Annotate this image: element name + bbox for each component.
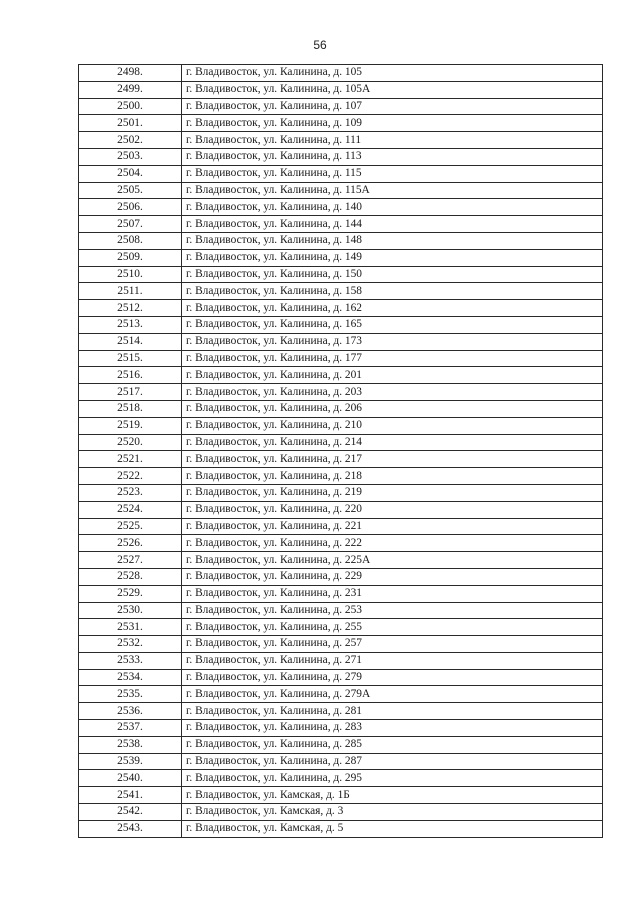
table-row — [79, 333, 603, 350]
row-number-cell: 2535. — [79, 686, 182, 703]
table-row — [79, 636, 603, 653]
table-row — [79, 417, 603, 434]
table-row — [79, 787, 603, 804]
table-row — [79, 367, 603, 384]
address-table-body — [79, 65, 603, 838]
row-number-cell: 2499. — [79, 81, 182, 98]
row-number-cell: 2498. — [79, 65, 182, 82]
row-number-cell: 2527. — [79, 552, 182, 569]
address-table — [78, 64, 603, 838]
address-cell: г. Владивосток, ул. Калинина, д. 257 — [182, 636, 603, 653]
address-cell: г. Владивосток, ул. Калинина, д. 162 — [182, 300, 603, 317]
table-row — [79, 518, 603, 535]
address-cell: г. Владивосток, ул. Калинина, д. 105А — [182, 81, 603, 98]
row-number-cell: 2510. — [79, 266, 182, 283]
address-cell: г. Владивосток, ул. Калинина, д. 218 — [182, 468, 603, 485]
address-cell: г. Владивосток, ул. Калинина, д. 115 — [182, 165, 603, 182]
table-row — [79, 568, 603, 585]
row-number-cell: 2501. — [79, 115, 182, 132]
table-row — [79, 300, 603, 317]
table-row — [79, 316, 603, 333]
row-number-cell: 2529. — [79, 585, 182, 602]
row-number-cell: 2541. — [79, 787, 182, 804]
row-number-cell: 2520. — [79, 434, 182, 451]
address-cell: г. Владивосток, ул. Калинина, д. 109 — [182, 115, 603, 132]
address-cell: г. Владивосток, ул. Калинина, д. 149 — [182, 249, 603, 266]
table-row — [79, 132, 603, 149]
address-cell: г. Владивосток, ул. Калинина, д. 148 — [182, 232, 603, 249]
address-cell: г. Владивосток, ул. Калинина, д. 158 — [182, 283, 603, 300]
address-cell: г. Владивосток, ул. Калинина, д. 113 — [182, 148, 603, 165]
table-row — [79, 484, 603, 501]
table-row — [79, 652, 603, 669]
row-number-cell: 2523. — [79, 484, 182, 501]
address-cell: г. Владивосток, ул. Калинина, д. 281 — [182, 703, 603, 720]
address-cell: г. Владивосток, ул. Калинина, д. 229 — [182, 568, 603, 585]
row-number-cell: 2534. — [79, 669, 182, 686]
table-row — [79, 501, 603, 518]
table-row — [79, 216, 603, 233]
row-number-cell: 2543. — [79, 820, 182, 837]
row-number-cell: 2530. — [79, 602, 182, 619]
table-row — [79, 720, 603, 737]
table-row — [79, 686, 603, 703]
address-cell: г. Владивосток, ул. Калинина, д. 206 — [182, 400, 603, 417]
row-number-cell: 2511. — [79, 283, 182, 300]
address-cell: г. Владивосток, ул. Калинина, д. 165 — [182, 316, 603, 333]
address-cell: г. Владивосток, ул. Калинина, д. 177 — [182, 350, 603, 367]
address-cell: г. Владивосток, ул. Калинина, д. 107 — [182, 98, 603, 115]
row-number-cell: 2526. — [79, 535, 182, 552]
row-number-cell: 2524. — [79, 501, 182, 518]
row-number-cell: 2514. — [79, 333, 182, 350]
table-row — [79, 199, 603, 216]
table-row — [79, 820, 603, 837]
row-number-cell: 2503. — [79, 148, 182, 165]
row-number-cell: 2528. — [79, 568, 182, 585]
table-row — [79, 65, 603, 82]
table-row — [79, 148, 603, 165]
table-row — [79, 283, 603, 300]
table-row — [79, 249, 603, 266]
address-cell: г. Владивосток, ул. Калинина, д. 279А — [182, 686, 603, 703]
table-row — [79, 552, 603, 569]
address-cell: г. Владивосток, ул. Камская, д. 1Б — [182, 787, 603, 804]
address-cell: г. Владивосток, ул. Калинина, д. 217 — [182, 451, 603, 468]
address-cell: г. Владивосток, ул. Калинина, д. 115А — [182, 182, 603, 199]
table-row — [79, 753, 603, 770]
address-cell: г. Владивосток, ул. Калинина, д. 111 — [182, 132, 603, 149]
row-number-cell: 2509. — [79, 249, 182, 266]
row-number-cell: 2525. — [79, 518, 182, 535]
address-cell: г. Владивосток, ул. Калинина, д. 295 — [182, 770, 603, 787]
row-number-cell: 2540. — [79, 770, 182, 787]
address-cell: г. Владивосток, ул. Калинина, д. 285 — [182, 736, 603, 753]
address-cell: г. Владивосток, ул. Калинина, д. 222 — [182, 535, 603, 552]
table-row — [79, 451, 603, 468]
address-cell: г. Владивосток, ул. Калинина, д. 214 — [182, 434, 603, 451]
address-cell: г. Владивосток, ул. Камская, д. 3 — [182, 804, 603, 821]
row-number-cell: 2507. — [79, 216, 182, 233]
row-number-cell: 2513. — [79, 316, 182, 333]
table-row — [79, 434, 603, 451]
address-cell: г. Владивосток, ул. Калинина, д. 203 — [182, 384, 603, 401]
address-cell: г. Владивосток, ул. Калинина, д. 283 — [182, 720, 603, 737]
address-cell: г. Владивосток, ул. Калинина, д. 279 — [182, 669, 603, 686]
address-cell: г. Владивосток, ул. Калинина, д. 210 — [182, 417, 603, 434]
row-number-cell: 2531. — [79, 619, 182, 636]
row-number-cell: 2536. — [79, 703, 182, 720]
address-cell: г. Владивосток, ул. Калинина, д. 144 — [182, 216, 603, 233]
table-row — [79, 350, 603, 367]
row-number-cell: 2502. — [79, 132, 182, 149]
address-cell: г. Владивосток, ул. Калинина, д. 201 — [182, 367, 603, 384]
table-row — [79, 384, 603, 401]
table-row — [79, 400, 603, 417]
address-cell: г. Владивосток, ул. Калинина, д. 150 — [182, 266, 603, 283]
table-row — [79, 182, 603, 199]
row-number-cell: 2522. — [79, 468, 182, 485]
row-number-cell: 2538. — [79, 736, 182, 753]
table-row — [79, 266, 603, 283]
address-cell: г. Владивосток, ул. Калинина, д. 231 — [182, 585, 603, 602]
address-cell: г. Владивосток, ул. Калинина, д. 225А — [182, 552, 603, 569]
row-number-cell: 2542. — [79, 804, 182, 821]
row-number-cell: 2508. — [79, 232, 182, 249]
row-number-cell: 2518. — [79, 400, 182, 417]
address-cell: г. Владивосток, ул. Калинина, д. 287 — [182, 753, 603, 770]
table-row — [79, 585, 603, 602]
table-row — [79, 770, 603, 787]
row-number-cell: 2516. — [79, 367, 182, 384]
row-number-cell: 2500. — [79, 98, 182, 115]
address-cell: г. Владивосток, ул. Калинина, д. 105 — [182, 65, 603, 82]
row-number-cell: 2519. — [79, 417, 182, 434]
address-cell: г. Владивосток, ул. Калинина, д. 220 — [182, 501, 603, 518]
address-cell: г. Владивосток, ул. Калинина, д. 271 — [182, 652, 603, 669]
table-row — [79, 468, 603, 485]
address-cell: г. Владивосток, ул. Калинина, д. 255 — [182, 619, 603, 636]
page-number: 56 — [313, 38, 327, 52]
table-row — [79, 703, 603, 720]
row-number-cell: 2515. — [79, 350, 182, 367]
table-row — [79, 81, 603, 98]
address-cell: г. Владивосток, ул. Калинина, д. 173 — [182, 333, 603, 350]
row-number-cell: 2539. — [79, 753, 182, 770]
table-row — [79, 98, 603, 115]
table-row — [79, 115, 603, 132]
table-row — [79, 602, 603, 619]
table-row — [79, 232, 603, 249]
row-number-cell: 2537. — [79, 720, 182, 737]
table-row — [79, 535, 603, 552]
table-row — [79, 669, 603, 686]
row-number-cell: 2532. — [79, 636, 182, 653]
row-number-cell: 2512. — [79, 300, 182, 317]
row-number-cell: 2521. — [79, 451, 182, 468]
address-cell: г. Владивосток, ул. Калинина, д. 219 — [182, 484, 603, 501]
row-number-cell: 2517. — [79, 384, 182, 401]
row-number-cell: 2504. — [79, 165, 182, 182]
table-row — [79, 736, 603, 753]
address-cell: г. Владивосток, ул. Камская, д. 5 — [182, 820, 603, 837]
address-cell: г. Владивосток, ул. Калинина, д. 253 — [182, 602, 603, 619]
row-number-cell: 2506. — [79, 199, 182, 216]
address-cell: г. Владивосток, ул. Калинина, д. 140 — [182, 199, 603, 216]
table-row — [79, 804, 603, 821]
address-cell: г. Владивосток, ул. Калинина, д. 221 — [182, 518, 603, 535]
row-number-cell: 2533. — [79, 652, 182, 669]
table-row — [79, 165, 603, 182]
table-row — [79, 619, 603, 636]
row-number-cell: 2505. — [79, 182, 182, 199]
